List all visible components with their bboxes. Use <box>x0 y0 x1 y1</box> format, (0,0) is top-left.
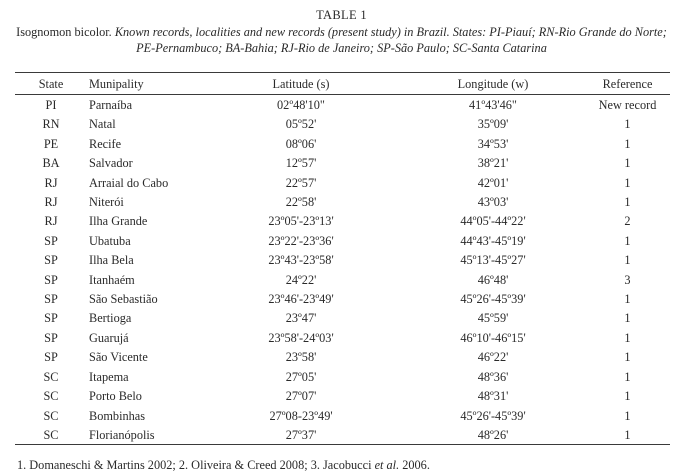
table-row <box>15 193 670 212</box>
cell-state: SP <box>44 292 58 307</box>
cell-longitude: 46º48' <box>477 272 509 287</box>
cell-state: SP <box>44 350 58 365</box>
cell-latitude: 23º22'-23º36' <box>268 233 334 248</box>
table-row <box>15 407 670 426</box>
cell-reference: 1 <box>624 389 631 404</box>
cell-state: PE <box>43 136 59 151</box>
cell-municipality: São Vicente <box>89 350 148 365</box>
table-row <box>15 135 670 154</box>
table-row <box>15 309 670 328</box>
header-reference: Reference <box>602 77 653 91</box>
cell-longitude: 43º03' <box>477 195 509 210</box>
cell-longitude: 45º26'-45º39' <box>460 408 526 423</box>
cell-latitude: 23º47' <box>285 311 317 326</box>
cell-reference: 1 <box>624 195 631 210</box>
cell-latitude: 24º22' <box>285 272 317 287</box>
cell-reference: 1 <box>624 292 631 307</box>
cell-latitude: 23º05'-23º13' <box>268 214 334 229</box>
footnote-etal: et al. <box>374 458 400 472</box>
cell-latitude: 22º57' <box>285 175 317 190</box>
table-row <box>15 426 670 445</box>
cell-reference: 1 <box>624 117 631 132</box>
table-caption <box>6 25 677 56</box>
table-body <box>15 94 670 445</box>
caption-text: Known records, localities and new records (present study) in Brazil. States: PI-Piauí; RN-Rio Grande do Norte; PE-Pernambuco; BA-Bahia; RJ-Rio de Janeiro; SP-São Paulo; SC-Santa Catarina <box>111 25 667 55</box>
table-row <box>15 232 670 251</box>
cell-latitude: 23º46'-23º49' <box>268 292 334 307</box>
cell-reference: 1 <box>624 233 631 248</box>
header-longitude: Longitude (w) <box>457 77 529 91</box>
cell-latitude: 08º06' <box>285 136 317 151</box>
table-footnote <box>17 458 430 473</box>
cell-municipality: Porto Belo <box>89 389 142 404</box>
cell-longitude: 38º21' <box>477 156 509 171</box>
header-row <box>15 75 670 94</box>
cell-municipality: Parnaíba <box>89 98 133 112</box>
cell-state: BA <box>42 156 60 171</box>
table-row <box>15 94 670 115</box>
cell-state: SC <box>43 427 59 442</box>
cell-municipality: Natal <box>89 117 116 132</box>
cell-latitude: 23º58' <box>285 350 317 365</box>
cell-reference: New record <box>598 98 657 112</box>
cell-longitude: 48º26' <box>477 427 509 442</box>
table-label: TABLE 1 <box>316 8 367 22</box>
records-table <box>15 75 670 445</box>
cell-state: SC <box>43 389 59 404</box>
table-row <box>15 290 670 309</box>
cell-longitude: 44º43'-45º19' <box>460 233 526 248</box>
table-row <box>15 368 670 387</box>
top-rule <box>15 72 670 73</box>
cell-longitude: 46º22' <box>477 350 509 365</box>
cell-latitude: 12º57' <box>285 156 317 171</box>
cell-municipality: São Sebastião <box>89 292 158 307</box>
cell-latitude: 27º07' <box>285 389 317 404</box>
cell-longitude: 48º31' <box>477 389 509 404</box>
cell-longitude: 44º05'-44º22' <box>460 214 526 229</box>
cell-reference: 3 <box>624 272 631 287</box>
cell-state: SP <box>44 253 58 268</box>
cell-latitude: 27º37' <box>285 427 317 442</box>
cell-longitude: 34º53' <box>477 136 509 151</box>
cell-longitude: 45º13'-45º27' <box>460 253 526 268</box>
cell-latitude: 27º08-23º49' <box>269 408 333 423</box>
cell-state: SP <box>44 330 58 345</box>
cell-longitude: 42º01' <box>477 175 509 190</box>
cell-latitude: 02º48'10" <box>277 98 325 112</box>
cell-municipality: Arraial do Cabo <box>89 175 169 190</box>
cell-reference: 1 <box>624 136 631 151</box>
cell-state: SP <box>44 272 58 287</box>
cell-state: PI <box>45 98 57 112</box>
table-row <box>15 174 670 193</box>
cell-longitude: 45º26'-45º39' <box>460 292 526 307</box>
cell-longitude: 35º09' <box>477 117 509 132</box>
table-row <box>15 115 670 134</box>
cell-municipality: Niterói <box>89 195 124 210</box>
cell-reference: 1 <box>624 350 631 365</box>
caption-species: Isognomon bicolor. <box>16 25 112 39</box>
table-row <box>15 251 670 270</box>
cell-state: RJ <box>44 214 58 229</box>
table-row <box>15 154 670 173</box>
cell-municipality: Bombinhas <box>89 408 146 423</box>
cell-longitude: 45º59' <box>477 311 509 326</box>
table-row <box>15 271 670 290</box>
table-row <box>15 329 670 348</box>
header-latitude: Latitude (s) <box>272 77 330 91</box>
cell-municipality: Guarujá <box>89 330 129 345</box>
cell-latitude: 22º58' <box>285 195 317 210</box>
cell-reference: 1 <box>624 175 631 190</box>
cell-latitude: 27º05' <box>285 369 317 384</box>
table-row <box>15 212 670 231</box>
cell-state: SP <box>44 311 58 326</box>
cell-latitude: 23º58'-24º03' <box>268 330 334 345</box>
cell-reference: 2 <box>624 214 631 229</box>
cell-reference: 1 <box>624 369 631 384</box>
cell-longitude: 46º10'-46º15' <box>460 330 526 345</box>
cell-municipality: Florianópolis <box>89 427 155 442</box>
cell-municipality: Itanhaém <box>89 272 135 287</box>
cell-municipality: Ilha Bela <box>89 253 134 268</box>
cell-municipality: Ilha Grande <box>89 214 148 229</box>
cell-longitude: 48º36' <box>477 369 509 384</box>
cell-latitude: 05º52' <box>285 117 317 132</box>
cell-state: SC <box>43 369 59 384</box>
footnote-year: 2006. <box>399 458 430 472</box>
cell-state: SC <box>43 408 59 423</box>
header-state: State <box>38 77 64 91</box>
bottom-rule <box>15 444 670 445</box>
cell-municipality: Recife <box>89 136 122 151</box>
cell-latitude: 23º43'-23º58' <box>268 253 334 268</box>
table-row <box>15 387 670 406</box>
footnote-text: 1. Domaneschi & Martins 2002; 2. Oliveira & Creed 2008; 3. Jacobucci <box>17 458 375 472</box>
cell-state: RJ <box>44 195 58 210</box>
cell-municipality: Salvador <box>89 156 133 171</box>
cell-state: RJ <box>44 175 58 190</box>
cell-municipality: Bertioga <box>89 311 132 326</box>
header-municipality: Munipality <box>89 77 144 91</box>
cell-reference: 1 <box>624 330 631 345</box>
cell-municipality: Itapema <box>89 369 129 384</box>
cell-reference: 1 <box>624 311 631 326</box>
cell-state: SP <box>44 233 58 248</box>
table-row <box>15 348 670 367</box>
cell-longitude: 41º43'46" <box>469 98 517 112</box>
cell-reference: 1 <box>624 408 631 423</box>
cell-reference: 1 <box>624 427 631 442</box>
cell-reference: 1 <box>624 156 631 171</box>
cell-reference: 1 <box>624 253 631 268</box>
cell-state: RN <box>42 117 60 132</box>
cell-municipality: Ubatuba <box>89 233 131 248</box>
